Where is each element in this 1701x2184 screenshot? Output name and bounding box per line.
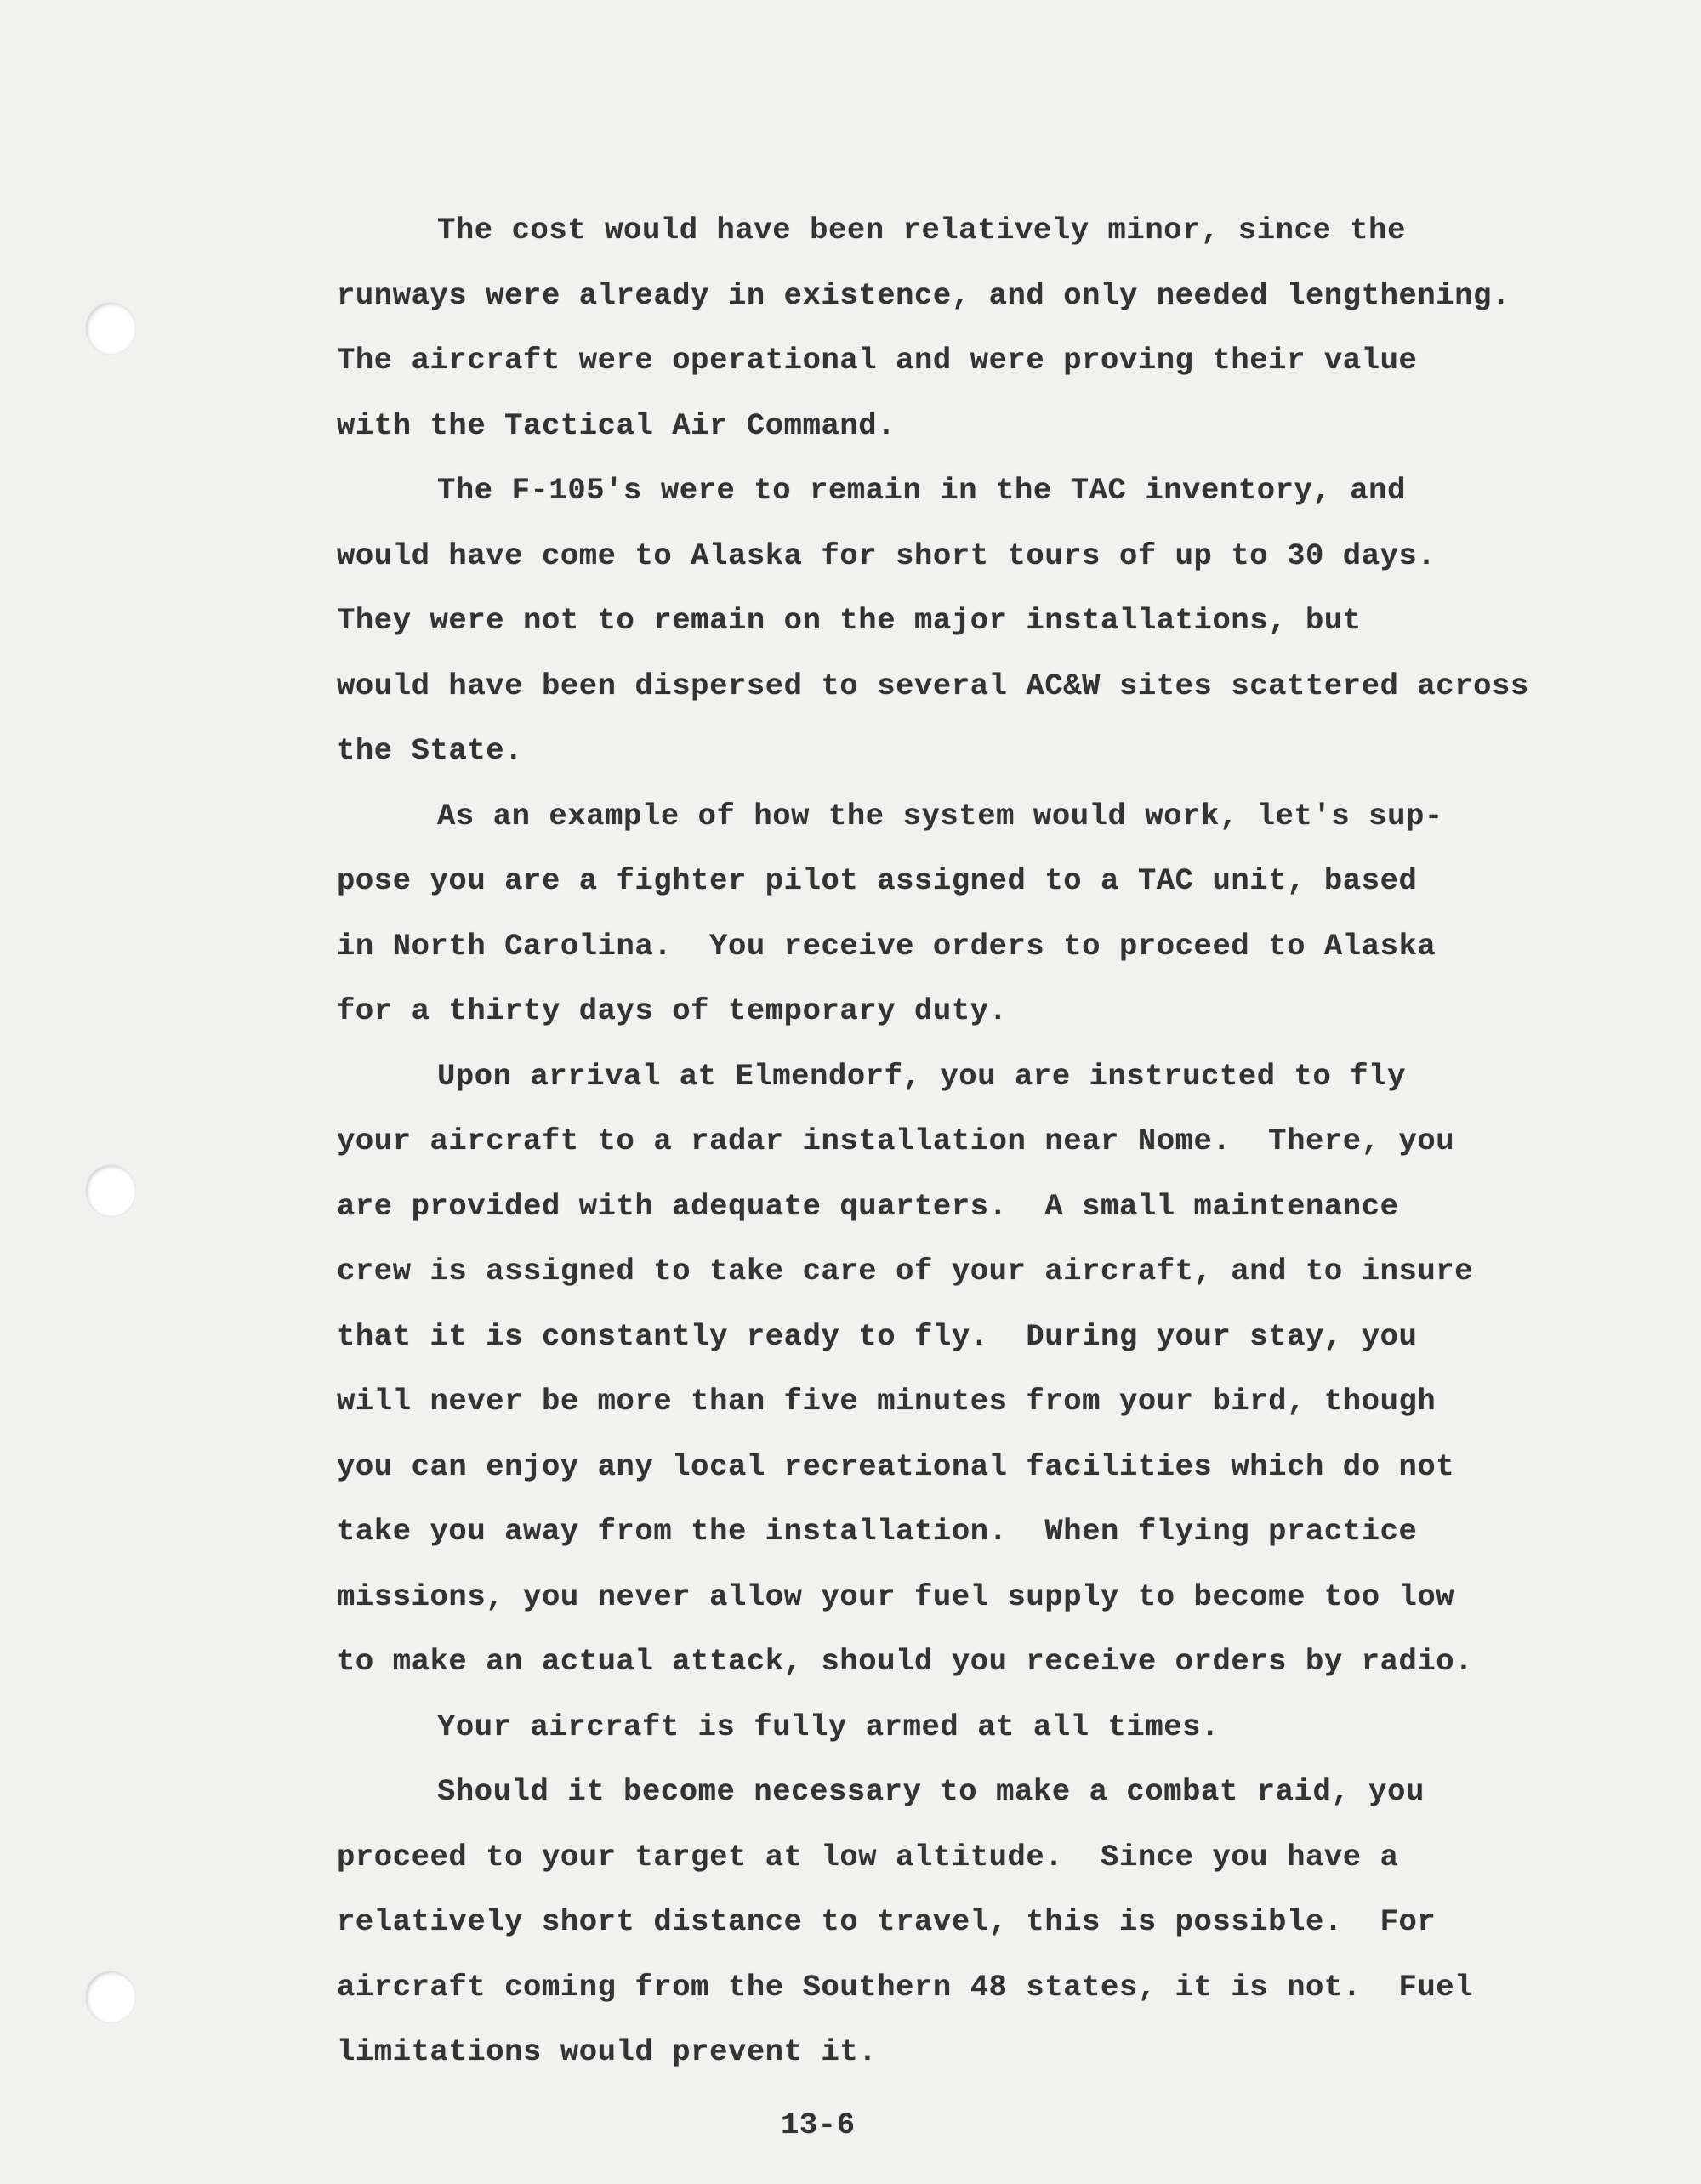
text-line: are provided with adequate quarters. A small maintenance xyxy=(337,1188,1399,1224)
punch-hole xyxy=(86,303,135,354)
text-line: will never be more than five minutes from your bird, though xyxy=(337,1384,1436,1419)
text-line: for a thirty days of temporary duty. xyxy=(337,993,1008,1028)
text-line: your aircraft to a radar installation near Nome. There, you xyxy=(337,1123,1455,1158)
text-line: with the Tactical Air Command. xyxy=(337,407,896,443)
page-number: 13-6 xyxy=(781,2107,856,2142)
text-line: Should it become necessary to make a combat raid, you xyxy=(437,1774,1425,1809)
text-line: limitations would prevent it. xyxy=(337,2034,878,2069)
text-line: runways were already in existence, and only needed lengthening. xyxy=(337,277,1510,313)
text-line: As an example of how the system would work, let's sup- xyxy=(437,798,1443,833)
text-line: The aircraft were operational and were proving their value xyxy=(337,343,1418,378)
text-line: in North Carolina. You receive orders to proceed to Alaska xyxy=(337,928,1436,964)
text-line: The F-105's were to remain in the TAC inventory, and xyxy=(437,473,1406,508)
text-line: you can enjoy any local recreational facilities which do not xyxy=(337,1448,1455,1484)
text-line: Upon arrival at Elmendorf, you are instructed to fly xyxy=(437,1058,1406,1094)
text-line: take you away from the installation. When flying practice xyxy=(337,1514,1418,1549)
text-line: pose you are a fighter pilot assigned to a TAC unit, based xyxy=(337,863,1418,898)
text-line: They were not to remain on the major installations, but xyxy=(337,603,1362,638)
punch-hole xyxy=(86,1971,135,2022)
body-text xyxy=(337,208,1613,2096)
text-line: aircraft coming from the Southern 48 states, it is not. Fuel xyxy=(337,1969,1474,2005)
text-line: proceed to your target at low altitude. Since you have a xyxy=(337,1839,1399,1874)
text-line: crew is assigned to take care of your aircraft, and to insure xyxy=(337,1254,1474,1288)
text-line: that it is constantly ready to fly. During your stay, you xyxy=(337,1318,1418,1354)
text-line: to make an actual attack, should you receive orders by radio. xyxy=(337,1644,1474,1679)
text-line: relatively short distance to travel, this is possible. For xyxy=(337,1904,1436,1939)
text-line: would have been dispersed to several AC&W sites scattered across xyxy=(337,668,1529,703)
text-line: the State. xyxy=(337,733,524,768)
punch-hole xyxy=(86,1165,135,1216)
text-line: Your aircraft is fully armed at all times. xyxy=(437,1709,1220,1744)
text-line: The cost would have been relatively minor, since the xyxy=(437,213,1406,247)
text-line: missions, you never allow your fuel supply to become too low xyxy=(337,1578,1455,1614)
text-line: would have come to Alaska for short tours of up to 30 days. xyxy=(337,537,1436,573)
